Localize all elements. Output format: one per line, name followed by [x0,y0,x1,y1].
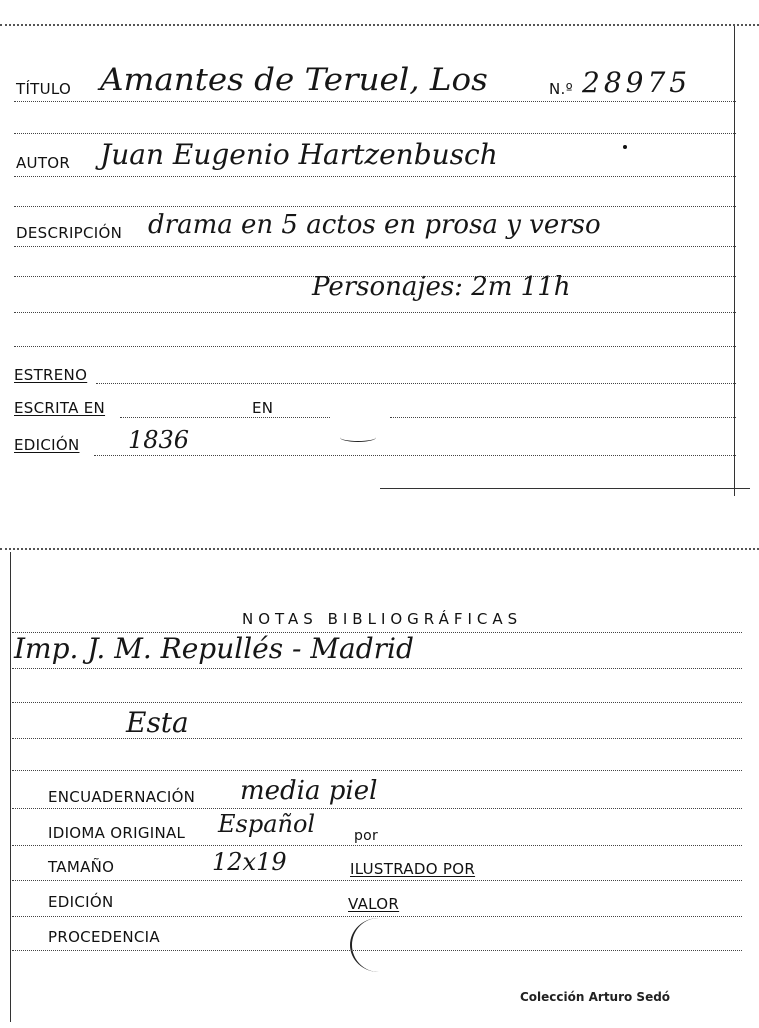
note-line-1: Imp. J. M. Repullés - Madrid [14,632,414,665]
rule [12,808,742,809]
rule [12,668,742,669]
en-label: EN [252,399,274,417]
note-line-2: Esta [126,706,189,739]
rule [14,346,736,347]
catalog-card-top [0,0,759,500]
titulo-value: Amantes de Teruel, Los [100,62,488,98]
rule [12,738,742,739]
titulo-label: TÍTULO [16,80,72,98]
catalog-card-bottom [0,540,759,1028]
descripcion-value: drama en 5 actos en prosa y verso [148,210,601,240]
edicion-b-label: EDICIÓN [48,893,114,911]
encuadernacion-value: media piel [240,776,378,806]
rule [14,133,736,134]
rule [12,950,742,951]
autor-label: AUTOR [16,154,71,172]
card-top-edge [0,548,759,550]
edicion-label: EDICIÓN [14,436,80,454]
rule [120,417,330,418]
tamano-label: TAMAÑO [48,858,115,876]
rule [12,770,742,771]
ink-stroke [350,918,408,972]
numero-value: 28975 [582,66,692,99]
rule [14,176,736,177]
collection-footer: Colección Arturo Sedó [520,990,671,1004]
encuadernacion-label: ENCUADERNACIÓN [48,788,196,806]
ink-dot [623,145,627,149]
card-bottom-edge [380,488,750,489]
autor-value: Juan Eugenio Hartzenbusch [100,138,498,171]
rule [14,101,736,102]
tamano-value: 12x19 [212,848,287,876]
rule [12,916,742,917]
card-top-edge [0,24,759,26]
descripcion-label: DESCRIPCIÓN [16,224,123,242]
personajes-value: Personajes: 2m 11h [312,272,571,302]
idioma-value: Español [218,810,316,838]
rule [390,417,736,418]
rule [14,246,736,247]
ink-stroke [340,433,376,442]
notas-heading: NOTAS BIBLIOGRÁFICAS [242,610,523,628]
card-right-edge [734,26,735,496]
rule [12,845,742,846]
edicion-value: 1836 [128,426,190,454]
procedencia-label: PROCEDENCIA [48,928,160,946]
estreno-label: ESTRENO [14,366,88,384]
por-label: por [354,828,379,844]
card-left-edge [10,552,11,1022]
rule [14,312,736,313]
rule [14,206,736,207]
rule [96,383,736,384]
valor-label: VALOR [348,895,400,913]
ilustrado-label: ILUSTRADO POR [350,860,476,878]
rule [12,880,742,881]
numero-label: N.º [549,80,573,98]
escrita-en-label: ESCRITA EN [14,399,106,417]
rule [12,702,742,703]
rule [94,455,736,456]
idioma-label: IDIOMA ORIGINAL [48,824,186,842]
